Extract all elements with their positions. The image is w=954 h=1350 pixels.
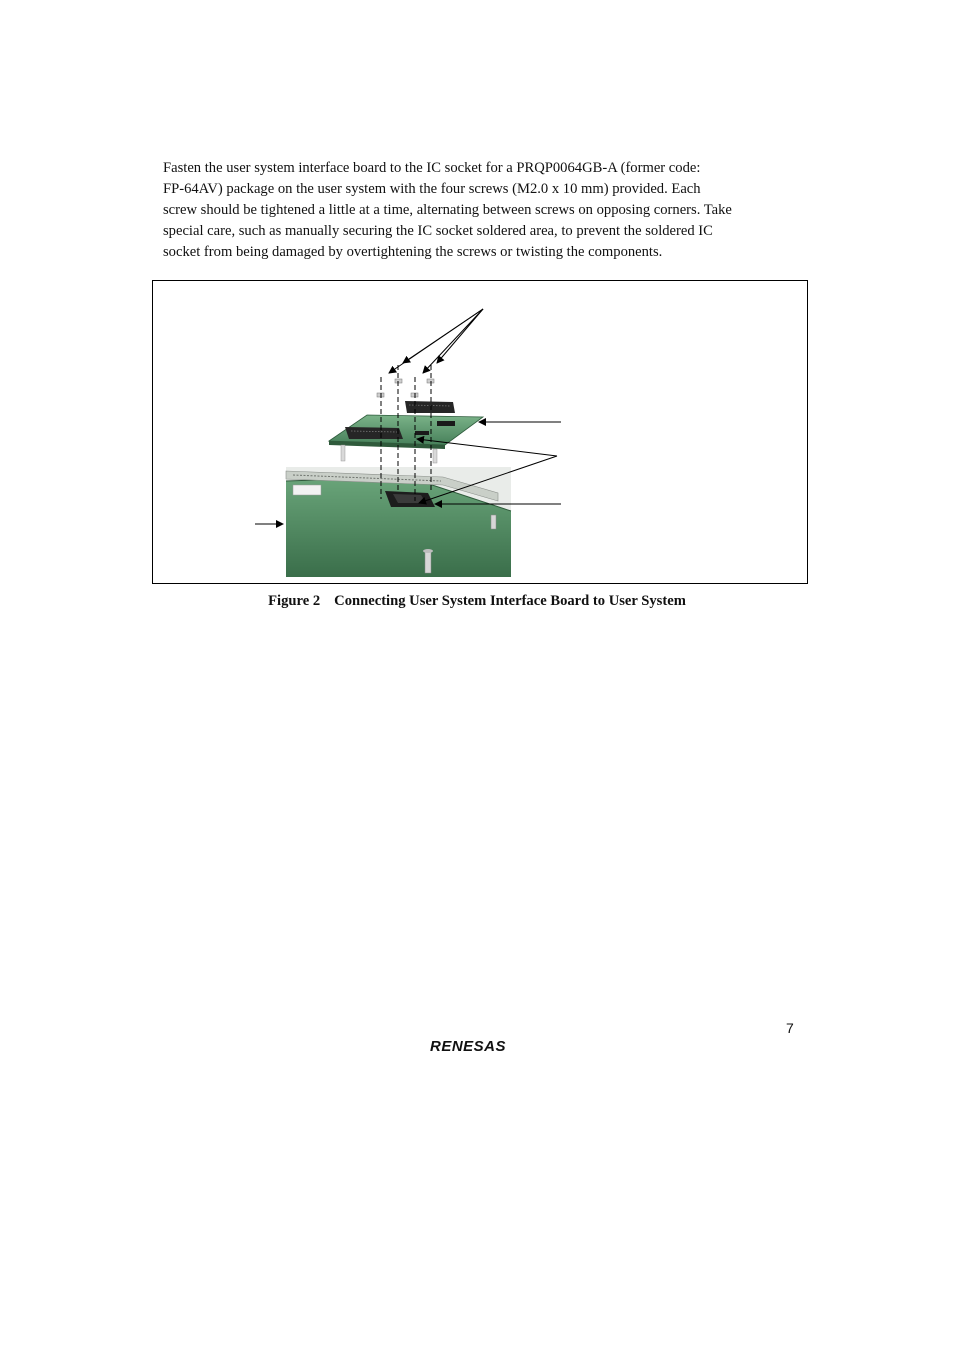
paragraph-line: screw should be tightened a little at a time, alternating between screws on opposing corners. Take <box>163 202 732 218</box>
figure-caption <box>0 593 954 610</box>
paragraph-line: socket from being damaged by overtightening the screws or twisting the components. <box>163 244 663 260</box>
figure-title: Connecting User System Interface Board to User System <box>334 593 686 609</box>
board-assembly-illustration <box>153 281 807 583</box>
paragraph-line: FP-64AV) package on the user system with the four screws (M2.0 x 10 mm) provided. Each <box>163 181 701 197</box>
paragraph-line: Fasten the user system interface board to the IC socket for a PRQP0064GB-A (former code: <box>163 160 701 176</box>
figure-frame <box>152 280 808 584</box>
renesas-logo <box>430 1037 530 1060</box>
paragraph-line: special care, such as manually securing the IC socket soldered area, to prevent the soldered IC <box>163 223 713 239</box>
figure-number: Figure 2 <box>268 593 321 609</box>
svg-text:RENESAS: RENESAS <box>430 1038 507 1055</box>
page-number: 7 <box>786 1020 794 1036</box>
screws <box>377 379 434 397</box>
instruction-paragraph <box>163 158 803 263</box>
interface-board <box>329 401 483 463</box>
renesas-logo-mark <box>430 1037 530 1055</box>
